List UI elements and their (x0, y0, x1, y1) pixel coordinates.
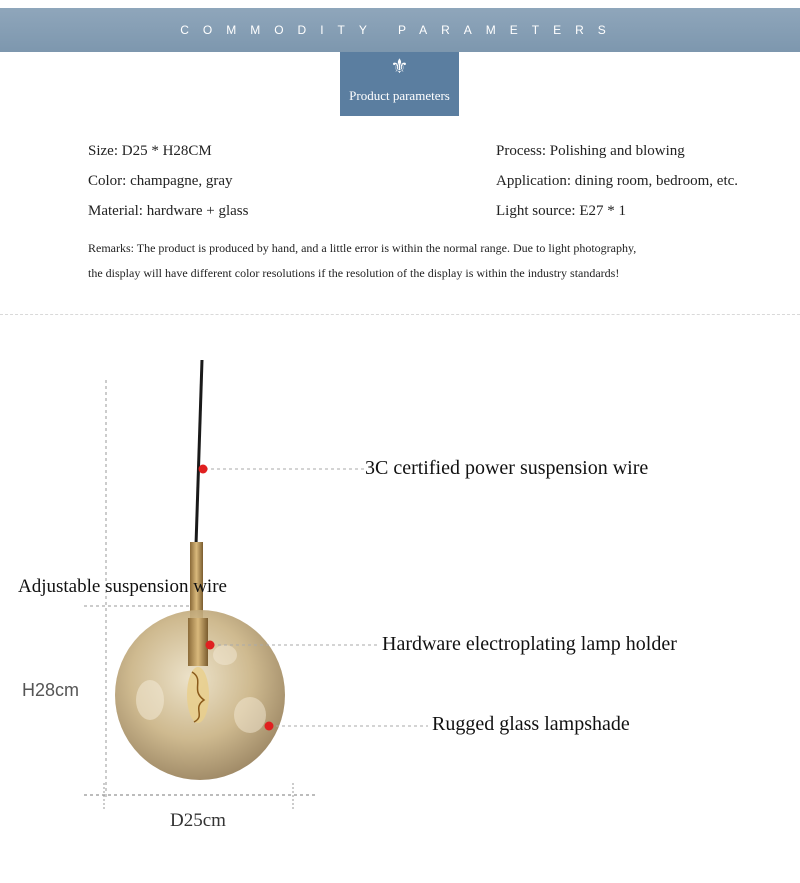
marker-holder (206, 641, 215, 650)
remarks-line-1: Remarks: The product is produced by hand, and a little error is within the normal range. Due to light photography, (88, 241, 637, 255)
height-label: H28cm (22, 680, 80, 700)
param-process: Process: Polishing and blowing (496, 143, 685, 159)
header-banner (0, 8, 800, 52)
glass-dimple-right (234, 697, 266, 733)
remarks-line-2: the display will have different color resolutions if the resolution of the display is within the industry standards! (88, 266, 620, 280)
product-parameters-badge (340, 52, 459, 116)
fleur-de-lis-icon: ⚜ (390, 56, 409, 78)
marker-wire (199, 465, 208, 474)
param-color: Color: champagne, gray (88, 173, 233, 189)
param-size: Size: D25 * H28CM (88, 143, 212, 159)
param-application: Application: dining room, bedroom, etc. (496, 173, 739, 189)
edison-bulb (187, 667, 209, 723)
callout-glass-shade: Rugged glass lampshade (432, 713, 630, 735)
callout-power-wire: 3C certified power suspension wire (365, 457, 649, 479)
glass-dimple-top (213, 645, 237, 665)
diameter-label: D25cm (170, 810, 226, 831)
callout-lamp-holder: Hardware electroplating lamp holder (382, 633, 677, 655)
param-light-source: Light source: E27 * 1 (496, 203, 626, 219)
callout-adjustable-wire: Adjustable suspension wire (18, 576, 227, 597)
lamp-diagram (0, 315, 800, 883)
badge-label: Product parameters (349, 88, 450, 103)
param-material: Material: hardware + glass (88, 203, 249, 219)
banner-title: COMMODITY PARAMETERS (180, 23, 620, 37)
lamp-holder (188, 618, 208, 666)
marker-shade (265, 722, 274, 731)
glass-dimple-left (136, 680, 164, 720)
suspension-cable (196, 360, 202, 545)
